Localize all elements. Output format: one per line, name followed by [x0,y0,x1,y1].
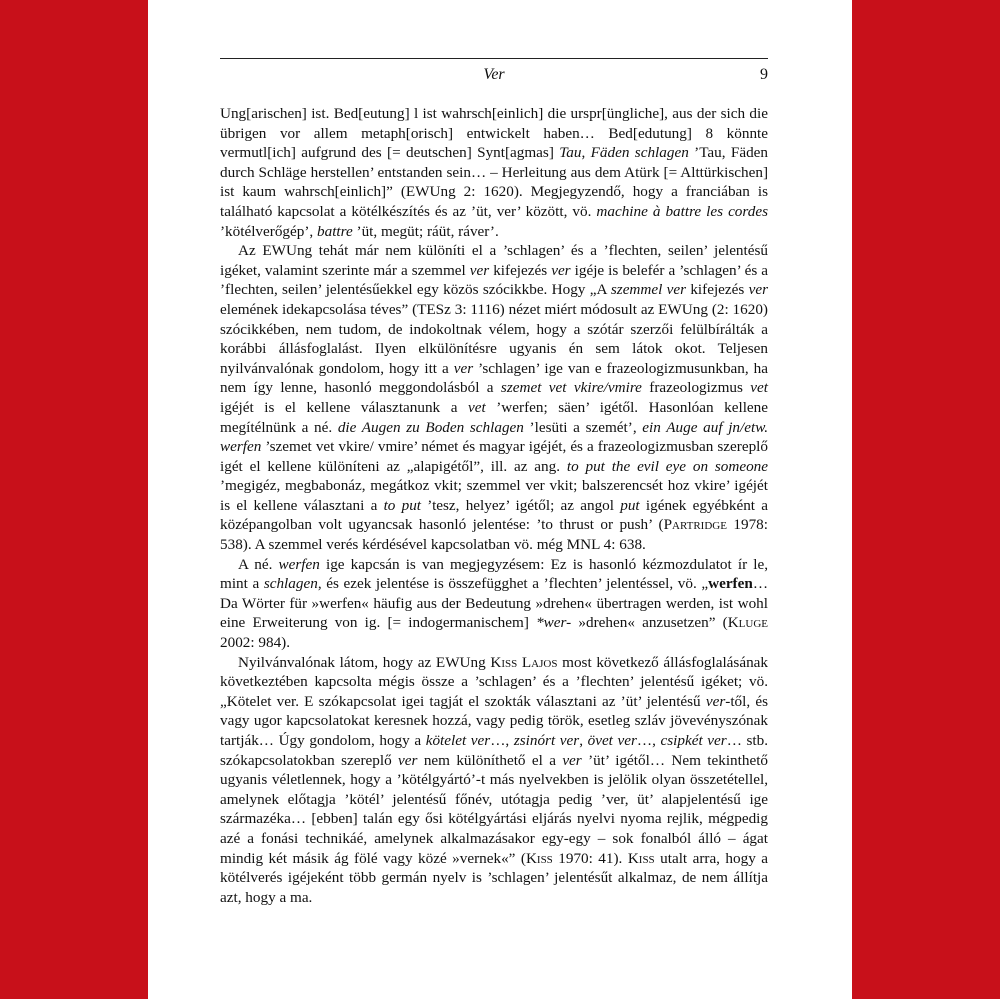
text-run: kifejezés [686,281,749,299]
paragraph [220,555,768,653]
text-run: … stb. szókapcsolatokban szereplő [220,732,769,769]
text-run: ’schlagen’ ige van e frazeologizmusunkban, ha nem így lenne, hasonló meggondolásból a [220,359,768,397]
text-run: ’üt’ igétől… Nem tekinthető ugyanis véletlennek, hogy a ’kötélgyártó’-t más nyelvekben is jelölik olyan összetétellel, amelynek előtagja ’kötél’ jelentésű főnév, utótagja pedig ’ver, üt’ alapjelentésű ige származéka… [ebben] talán egy ősi kötélgyártási eljárás nyelvi nyoma rejlik, mégpedig azé a fonási technikáé, amelynek alkalmazásakor egy-egy – sok fonalból álló – ágat mindig két másik ág fölé vagy közé »vernek«” ( [220,751,769,867]
text-run: -től, és vagy ugor kapcsolatokat keresnek hozzá, vagy pedig török, esetleg szláv jövevényszónak tartják… Úgy gondolom, hogy a [220,692,768,749]
italic-text: werfen [278,555,320,573]
text-run: »drehen« anzusetzen” ( [571,614,728,632]
text-run: 1970: 41). [552,849,628,867]
italic-text: battre [317,222,353,240]
italic-text: kötelet ver [425,732,491,749]
text-run: ’kötélverőgép’, [220,222,317,240]
italic-text: szemmel ver [610,281,687,299]
small-caps-name: Kiss [627,849,655,867]
text-run: A né. [238,555,279,573]
text-run: … Da Wörter für »werfen« häufig aus der Bedeutung »drehen« übertragen werden, ist wohl eine Erweiterung von ig. [= indogermanischem] [220,575,768,632]
paragraph [220,104,768,241]
italic-text: szemet vet vkire/vmire [500,379,642,397]
italic-text: ver [398,751,418,769]
italic-text: ver [562,751,582,769]
text-run: , [581,144,591,162]
italic-text: övet ver [587,732,637,749]
text-run: igéjét is el kellene választanunk a [220,398,468,416]
text-run: Az EWUng tehát már nem különíti el a ’schlagen’ és a ’flechten, seilen’ jelentésű igéket, valamint szerinte már a szemmel [220,242,768,279]
italic-text: vet [750,379,768,397]
italic-text: ver [469,261,490,279]
small-caps-name: Kluge [727,614,768,632]
text-run: ’megigéz, megbabonáz, megátkoz vkit; szemmel ver vkit; balszerencsét hoz vkire’ igéjét is el kellene választani a [220,477,768,514]
text-run: 2002: 984). [220,634,291,652]
bold-text: werfen [708,575,753,593]
italic-text: to put [383,496,422,514]
italic-text: to put the evil eye on someone [566,457,768,475]
italic-text: ein Auge auf jn/etw. werfen [220,418,768,456]
text-run: 1978: 538). A szemmel verés kérdésével kapcsolatban vö. még MNL 4: 638. [220,516,768,554]
italic-text: put [620,496,640,514]
text-run: elemének idekapcsolása téves” (TESz 3: 1116) nézet miért módosult az EWUng (2: 1620) szócikkében, nem tudom, de indokoltnak vélem, hogy a szótár szerzői felülbírálták a korábbi állásfoglalást. Ilyen elkülönítésre ugyanis én sem látok okot. Teljesen nyilvánvalónak gondolom, hogy itt a [220,300,768,377]
text-run: kifejezés [489,261,552,279]
paragraph [220,241,768,555]
header-rule [220,58,768,59]
text-run: ’szemet vet vkire/ vmire’ német és magyar igéjét, és a frazeologizmusban szereplő igét el kellene különíteni az „alapigétől”, ill. az ang. [220,438,768,475]
small-caps-name: Kiss [525,849,553,867]
text-run: ’üt, megüt; ráüt, ráver’. [352,222,499,240]
italic-text: csipkét ver [660,732,727,749]
italic-text: Tau [559,144,582,162]
small-caps-name: Kiss Lajos [490,653,558,671]
text-run: igének egyébként a középangolban volt ugyancsak hasonló jelentése: ’to thrust or push’ ( [220,496,768,534]
text-run: , [579,732,588,749]
italic-text: *wer- [536,614,572,632]
text-run: ’lesüti a szemét’, [523,418,643,436]
italic-text: schlagen [263,575,318,593]
text-run: igéje is belefér a ’schlagen’ és a ’flechten, seilen’ jelentésűekkel egy közös szócikkbe. Hogy „A [220,261,769,299]
text-run: ’tesz, helyez’ igétől; az angol [421,496,621,514]
small-caps-name: Partridge [663,516,727,534]
text-run: …, [636,732,661,749]
italic-text: ver [551,261,571,279]
italic-text: ver [453,359,474,377]
text-run: nem különíthető el a [417,751,563,769]
italic-text: vet [468,398,486,416]
text-run: ’werfen; säen’ igétől. Hasonlóan kellene megítélnünk a né. [220,398,768,436]
text-run: frazeologizmus [641,379,751,397]
text-run: utalt arra, hogy a kötélverés igéjeként több germán nyelv is ’schlagen’ jelentésűt alkalmaz, de nem állítja azt, hogy a ma. [220,849,768,906]
paragraph [220,653,768,908]
book-page [148,0,852,999]
running-title: Ver [483,66,505,83]
text-run: , és ezek jelentése is összefügghet a ’flechten’ jelentéssel, vö. „ [317,575,709,593]
text-run: most következő állásfoglalásának következtében kapcsolta mégis össze a ’schlagen’ és a ’flechten’ jelentésű igéket; vö. „Kötelet ver. E szókapcsolat igei tagját el szokták választani az ’üt’ jelentésű [220,653,768,710]
italic-text: ver [748,281,768,299]
italic-text: machine à battre les cordes [596,202,768,220]
page-header [220,66,768,90]
italic-text: ver [705,692,726,710]
text-run: Ung[arischen] ist. Bed[eutung] l ist wahrsch[einlich] die urspr[üngliche], aus der sich die übrigen vor allem metaph[orisch] entwickelt haben… Bed[edutung] 8 könnte vermutl[ich] aufgrund des [= deutschen] Synt[agmas] [220,105,768,162]
page-body [220,104,768,907]
text-run: ’Tau, Fäden durch Schläge herstellen’ entstanden sein… – Herleitung aus dem Atürk [= Alttürkischen] ist kaum wahrsch[einlich]” (EWUng 2: 1620). Megjegyzendő, hogy a franciában is található kapcsolat a kötélkészítés és az ’üt, ver’ között, vö. [220,144,769,220]
text-run: ige kapcsán is van megjegyzésem: Ez is hasonló kézmozdulatot ír le, mint a [220,555,769,593]
italic-text: Fäden schlagen [590,144,689,162]
italic-text: zsinórt ver [513,732,580,749]
text-run: …, [490,732,514,749]
italic-text: die Augen zu Boden schlagen [337,418,524,436]
text-run: Nyilvánvalónak látom, hogy az EWUng [238,653,491,671]
page-number: 9 [760,66,768,83]
